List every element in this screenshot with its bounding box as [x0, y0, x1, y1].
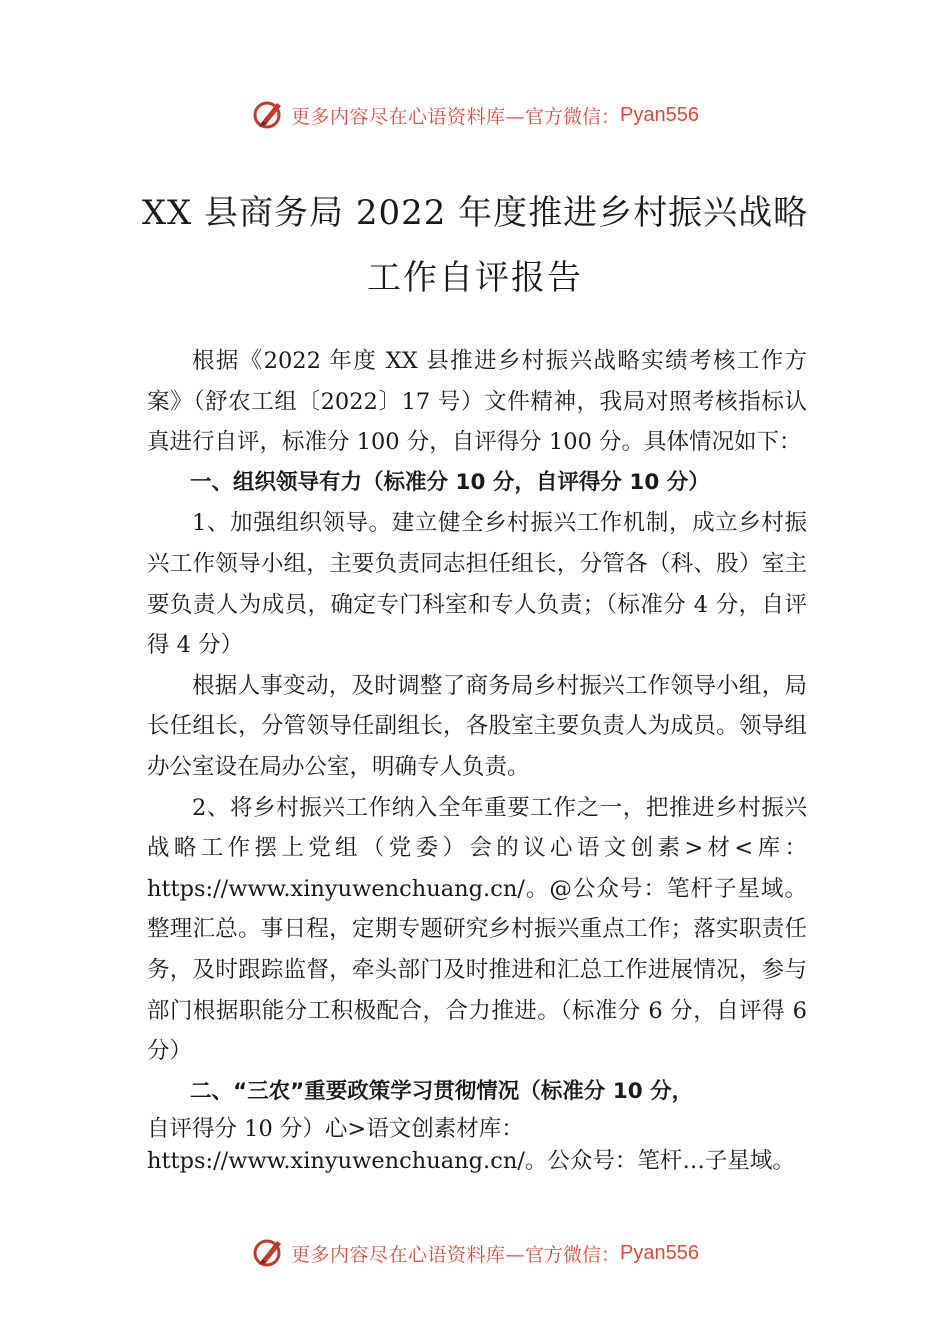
watermark-banner-bottom: [0, 1233, 950, 1273]
pen-logo-icon: [251, 97, 287, 133]
section-heading-2-continued: 自评得分 10 分）心>语文创素材库：: [147, 1116, 524, 1143]
body-paragraph: 根据人事变动，及时调整了商务局乡村振兴工作领导小组，局长任组长，分管领导任副组长，各股室主要负责人为成员。领导组办公室设在局办公室，明确专人负责。: [147, 672, 807, 780]
pen-logo-icon: [251, 1235, 287, 1271]
watermark-wechat-label: 官方微信：: [525, 105, 621, 128]
document-body: [147, 341, 807, 1176]
document-title-line1: XX 县商务局 2022 年度推进乡村振兴战略: [141, 193, 809, 233]
section-heading-2: 二、“三农”重要政策学习贯彻情况（标准分 10 分，: [190, 1078, 694, 1104]
watermark-text: 更多内容尽在心语资料库—: [291, 1243, 526, 1266]
watermark-wechat-id: Pyan556: [620, 1241, 699, 1264]
document-title-line2: 工作自评报告: [367, 258, 583, 298]
watermark-wechat-label: 官方微信：: [525, 1243, 621, 1266]
watermark-wechat-id: Pyan556: [620, 103, 699, 126]
item-paragraph-2: 2、将乡村振兴工作纳入全年重要工作之一，把推进乡村振兴战略工作摆上党组（党委）会的议心语文创素>材<库：https://www.xinyuwenchuang.cn/。@公众号：笔杆子星域。整理汇总。事日程，定期专题研究乡村振兴重点工作；落实职责任务，及时跟踪监督，牵头部门及时推进和汇总工作进展情况，参与部门根据职能分工积极配合，合力推进。（标准分 6 分，自评得 6 分）: [147, 794, 807, 1065]
intro-paragraph: 根据《2022 年度 XX 县推进乡村振兴战略实绩考核工作方案》（舒农工组〔2022〕17 号）文件精神，我局对照考核指标认真进行自评，标准分 100 分，自评得分 100 分。具体情况如下：: [147, 348, 807, 456]
url-line: https://www.xinyuwenchuang.cn/。公众号：笔杆…子星域。: [147, 1148, 795, 1175]
item-paragraph-1: 1、加强组织领导。建立健全乡村振兴工作机制，成立乡村振兴工作领导小组，主要负责同志担任组长，分管各（科、股）室主要负责人为成员，确定专门科室和专人负责；（标准分 4 分，自评得 4 分）: [147, 510, 807, 659]
section-heading-1: 一、组织领导有力（标准分 10 分，自评得分 10 分）: [190, 469, 710, 495]
watermark-banner-top: [0, 95, 950, 135]
watermark-text: 更多内容尽在心语资料库—: [291, 105, 526, 128]
